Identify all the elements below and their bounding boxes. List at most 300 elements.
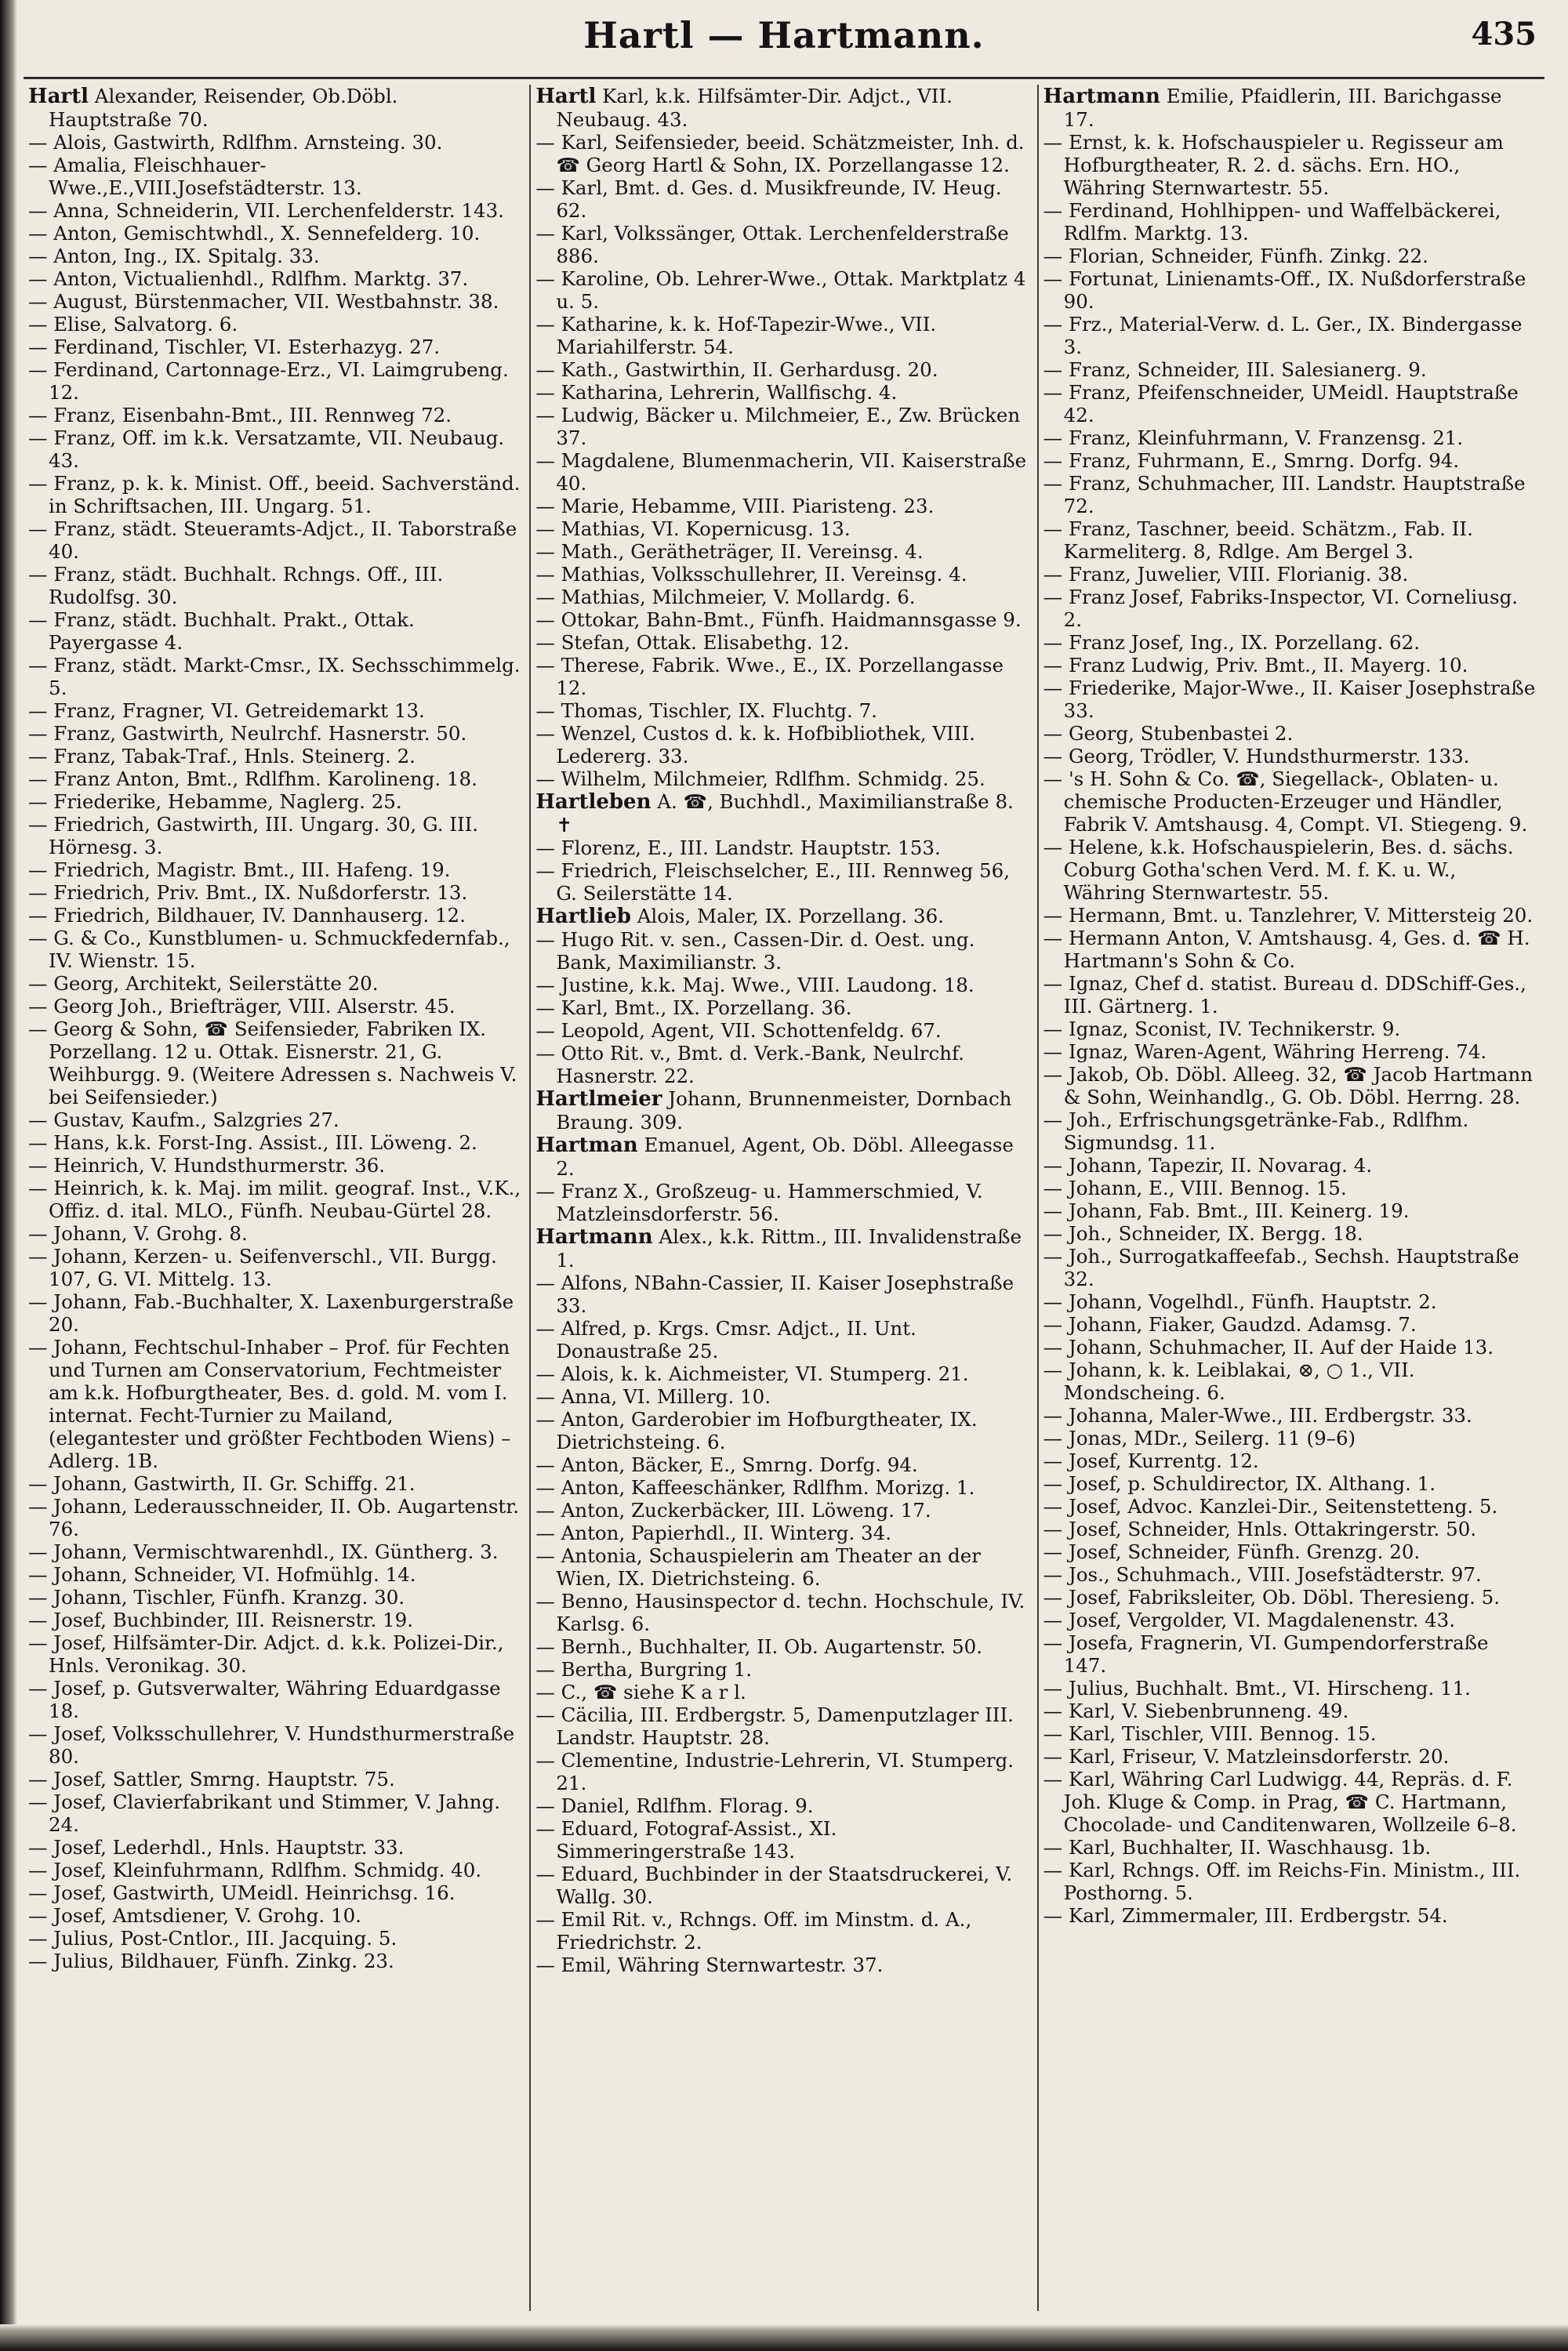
directory-entry: [28, 1154, 521, 1177]
entry-text: — Jonas, MDr., Seilerg. 11 (9–6): [1043, 1427, 1356, 1449]
entry-text: — Hans, k.k. Forst-Ing. Assist., III. Löweng. 2.: [28, 1131, 477, 1154]
directory-entry: [1044, 1518, 1537, 1540]
directory-entry: [535, 404, 1029, 449]
entry-text: — Math., Gerätheträger, II. Vereinsg. 4.: [535, 540, 924, 563]
directory-entry: [535, 1225, 1029, 1272]
directory-entry: [28, 426, 521, 472]
directory-entry: [28, 904, 521, 927]
directory-entry: [28, 245, 521, 267]
entry-text: — Johann, Tischler, Fünfh. Kranzg. 30.: [28, 1586, 405, 1609]
surname-heading: Hartl: [28, 85, 89, 108]
directory-entry: [28, 1018, 521, 1108]
entry-text: — Karl, V. Siebenbrunneng. 49.: [1043, 1700, 1349, 1722]
entry-text: — Franz, städt. Markt-Cmsr., IX. Sechsschimmelg. 5.: [28, 654, 521, 699]
entry-text: — Mathias, Volksschullehrer, II. Vereinsg. 4.: [535, 563, 967, 586]
entry-text: — Friedrich, Fleischselcher, E., III. Rennweg 56, G. Seilerstätte 14.: [535, 859, 1010, 905]
directory-entry: [1044, 1313, 1537, 1336]
surname-heading: Hartmann: [535, 1225, 653, 1249]
entry-text: — Johann, Tapezir, II. Novarag. 4.: [1043, 1154, 1373, 1177]
directory-entry: [1044, 1154, 1537, 1177]
directory-entry: [1044, 381, 1537, 426]
entry-text: — Josef, Volksschullehrer, V. Hundsthurmerstraße 80.: [28, 1722, 515, 1768]
directory-entry: [28, 1586, 521, 1609]
entry-text: — Franz, Juwelier, VIII. Florianig. 38.: [1043, 563, 1409, 586]
entry-text: — Julius, Bildhauer, Fünfh. Zinkg. 23.: [28, 1950, 394, 1972]
entry-text: — Johanna, Maler-Wwe., III. Erdbergstr. 33.: [1043, 1404, 1472, 1427]
entry-text: Karl, k.k. Hilfsämter-Dir. Adjct., VII. Neubaug. 43.: [556, 85, 953, 131]
entry-text: — Franz, Pfeifenschneider, UMeidl. Hauptstraße 42.: [1043, 381, 1519, 426]
directory-entry: [28, 699, 521, 722]
entry-text: — Josef, Fabriksleiter, Ob. Döbl. Theresieng. 5.: [1043, 1586, 1501, 1609]
directory-entry: [28, 858, 521, 881]
entry-text: — Friedrich, Magistr. Bmt., III. Hafeng. 19.: [28, 858, 451, 881]
entry-text: — Georg, Trödler, V. Hundsthurmerstr. 133.: [1043, 745, 1470, 767]
directory-entry: [28, 1495, 521, 1540]
directory-entry: [535, 1794, 1029, 1817]
entry-text: — Johann, Fab. Bmt., III. Keinerg. 19.: [1043, 1199, 1410, 1222]
directory-entry: [28, 1540, 521, 1563]
directory-entry: [535, 495, 1029, 517]
directory-entry: [28, 1790, 521, 1836]
directory-entry: [535, 517, 1029, 540]
directory-entry: [535, 608, 1029, 631]
entry-text: — Alois, k. k. Aichmeister, VI. Stumperg. 21.: [535, 1362, 969, 1385]
directory-entry: [1044, 1836, 1537, 1859]
entry-text: — Franz, Fuhrmann, E., Smrng. Dorfg. 94.: [1043, 449, 1460, 472]
entry-text: — Franz, Schuhmacher, III. Landstr. Hauptstraße 72.: [1043, 472, 1526, 517]
entry-text: — Elise, Salvatorg. 6.: [28, 313, 238, 336]
directory-entry: [1044, 1540, 1537, 1563]
directory-entry: [28, 790, 521, 813]
entry-text: — Josef, Schneider, Hnls. Ottakringerstr. 50.: [1043, 1518, 1477, 1540]
directory-entry: [28, 927, 521, 972]
column-1: [24, 85, 529, 2311]
directory-entry: [1044, 654, 1537, 677]
column-2: [529, 85, 1036, 2311]
entry-text: — Franz, Off. im k.k. Versatzamte, VII. Neubaug. 43.: [28, 426, 505, 472]
directory-entry: [535, 1317, 1029, 1362]
entry-text: — Helene, k.k. Hofschauspielerin, Bes. d. sächs. Coburg Gotha'schen Verd. M. f. K. u. W., Währing Sternwartestr. 55.: [1043, 836, 1514, 904]
entry-text: — Josef, Gastwirth, UMeidl. Heinrichsg. 16.: [28, 1881, 456, 1904]
entry-text: — Franz, Kleinfuhrmann, V. Franzensg. 21.: [1043, 426, 1464, 449]
directory-entry: [1044, 426, 1537, 449]
entry-text: — Franz, p. k. k. Minist. Off., beeid. Sachverständ. in Schriftsachen, III. Ungarg. 51.: [28, 472, 521, 517]
entry-text: — Ferdinand, Tischler, VI. Esterhazyg. 27.: [28, 336, 441, 358]
entry-text: — Cäcilia, III. Erdbergstr. 5, Damenputzlager III. Landstr. Hauptstr. 28.: [535, 1703, 1014, 1749]
entry-text: — Georg, Architekt, Seilerstätte 20.: [28, 972, 379, 995]
directory-entry: [535, 1019, 1029, 1042]
entry-text: — Florenz, E., III. Landstr. Hauptstr. 153.: [535, 836, 941, 859]
directory-entry: [1044, 1722, 1537, 1745]
surname-heading: Hartmann: [1043, 85, 1160, 108]
directory-entry: [28, 1222, 521, 1245]
entry-text: — Friedrich, Gastwirth, III. Ungarg. 30, G. III. Hörnesg. 3.: [28, 813, 479, 858]
entry-text: — Katharine, k. k. Hof-Tapezir-Wwe., VII. Mariahilferstr. 54.: [535, 313, 937, 358]
entry-text: — Joh., Schneider, IX. Bergg. 18.: [1043, 1222, 1363, 1245]
entry-text: — Eduard, Buchbinder in der Staatsdruckerei, V. Wallg. 30.: [535, 1863, 1013, 1908]
directory-entry: [535, 1042, 1029, 1087]
entry-text: — Josef, Sattler, Smrng. Hauptstr. 75.: [28, 1768, 395, 1790]
directory-entry: [1044, 1859, 1537, 1904]
directory-entry: [535, 1272, 1029, 1317]
entry-text: — Franz, Schneider, III. Salesianerg. 9.: [1043, 358, 1427, 381]
entry-text: — Josef, Clavierfabrikant und Stimmer, V. Jahng. 24.: [28, 1790, 501, 1836]
directory-entry: [535, 1385, 1029, 1408]
entry-text: — Anton, Victualienhdl., Rdlfhm. Marktg. 37.: [28, 267, 469, 290]
entry-text: — Georg, Stubenbastei 2.: [1043, 722, 1294, 745]
directory-entry: [535, 767, 1029, 790]
directory-entry: [28, 131, 521, 154]
entry-text: — Jos., Schuhmach., VIII. Josefstädterstr. 97.: [1043, 1563, 1482, 1586]
entry-text: — Joh., Surrogatkaffeefab., Sechsh. Hauptstraße 32.: [1043, 1245, 1519, 1290]
entry-text: — Jakob, Ob. Döbl. Alleeg. 32, ☎ Jacob Hartmann & Sohn, Weinhandlg., G. Ob. Döbl. Herrng. 28.: [1043, 1063, 1534, 1108]
entry-text: — Franz, Tabak-Traf., Hnls. Steinerg. 2.: [28, 745, 416, 767]
entry-text: — Josef, p. Gutsverwalter, Währing Eduardgasse 18.: [28, 1677, 501, 1722]
directory-entry: [28, 313, 521, 336]
entry-text: — Friederike, Major-Wwe., II. Kaiser Josephstraße 33.: [1043, 677, 1536, 722]
entry-text: — Alfons, NBahn-Cassier, II. Kaiser Josephstraße 33.: [535, 1272, 1014, 1317]
directory-entry: [28, 1563, 521, 1586]
entry-text: — Josef, Lederhdl., Hnls. Hauptstr. 33.: [28, 1836, 405, 1859]
entry-text: — Emil Rit. v., Rchngs. Off. im Minstm. d. A., Friedrichstr. 2.: [535, 1908, 972, 1954]
directory-entry: [1044, 836, 1537, 904]
directory-entry: [535, 722, 1029, 767]
entry-text: — Franz, Taschner, beeid. Schätzm., Fab. II. Karmeliterg. 8, Rdlge. Am Bergel 3.: [1043, 517, 1473, 563]
surname-heading: Hartlieb: [535, 905, 631, 928]
directory-entry: [1044, 199, 1537, 245]
entry-text: — Hugo Rit. v. sen., Cassen-Dir. d. Oest. ung. Bank, Maximilianstr. 3.: [535, 928, 975, 974]
directory-entry: [28, 1836, 521, 1859]
directory-entry: [535, 586, 1029, 608]
entry-text: — August, Bürstenmacher, VII. Westbahnstr. 38.: [28, 290, 499, 313]
directory-entry: [1044, 313, 1537, 358]
entry-text: — Anton, Kaffeeschänker, Rdlfhm. Morizg. 1.: [535, 1476, 975, 1499]
entry-text: Emanuel, Agent, Ob. Döbl. Alleegasse 2.: [556, 1134, 1014, 1180]
directory-entry: [535, 699, 1029, 722]
directory-entry: [535, 905, 1029, 928]
entry-text: — Karl, Seifensieder, beeid. Schätzmeister, Inh. d. ☎ Georg Hartl & Sohn, IX. Porzellangasse 12.: [535, 131, 1025, 176]
directory-entry: [1044, 1040, 1537, 1063]
directory-entry: [535, 1749, 1029, 1794]
directory-entry: [28, 995, 521, 1018]
directory-entry: [1044, 722, 1537, 745]
directory-entry: [1044, 1631, 1537, 1677]
entry-text: — Emil, Währing Sternwartestr. 37.: [535, 1954, 884, 1976]
directory-entry: [1044, 586, 1537, 631]
directory-entry: [28, 290, 521, 313]
entry-text: — Antonia, Schauspielerin am Theater an der Wien, IX. Dietrichsteing. 6.: [535, 1544, 981, 1590]
entry-text: — Friedrich, Bildhauer, IV. Dannhauserg. 12.: [28, 904, 466, 927]
entry-text: — Josefa, Fragnerin, VI. Gumpendorferstraße 147.: [1043, 1631, 1489, 1677]
entry-text: — Eduard, Fotograf-Assist., XI. Simmeringerstraße 143.: [535, 1817, 837, 1863]
directory-entry: [1044, 1108, 1537, 1154]
entry-text: — C., ☎ siehe K a r l.: [535, 1681, 746, 1703]
entry-text: — Joh., Erfrischungsgetränke-Fab., Rdlfhm. Sigmundsg. 11.: [1043, 1108, 1469, 1154]
directory-entry: [1044, 1563, 1537, 1586]
directory-entry: [535, 1590, 1029, 1635]
entry-text: — Ottokar, Bahn-Bmt., Fünfh. Haidmannsgasse 9.: [535, 608, 1022, 631]
entry-text: — Hermann, Bmt. u. Tanzlehrer, V. Mittersteig 20.: [1043, 904, 1534, 927]
entry-text: — Alois, Gastwirth, Rdlfhm. Arnsteing. 30.: [28, 131, 443, 154]
directory-entry: [535, 654, 1029, 699]
entry-text: — Johann, Lederausschneider, II. Ob. Augartenstr. 76.: [28, 1495, 520, 1540]
entry-text: — Josef, Advoc. Kanzlei-Dir., Seitenstetteng. 5.: [1043, 1495, 1498, 1518]
entry-text: — G. & Co., Kunstblumen- u. Schmuckfedernfab., IV. Wienstr. 15.: [28, 927, 510, 972]
directory-entry: [28, 517, 521, 563]
entry-text: — Franz Anton, Bmt., Rdlfhm. Karolineng. 18.: [28, 767, 477, 790]
entry-text: — Franz, Gastwirth, Neulrchf. Hasnerstr. 50.: [28, 722, 467, 745]
directory-entry: [1044, 1472, 1537, 1495]
entry-text: — Johann, Kerzen- u. Seifenverschl., VII. Burgg. 107, G. VI. Mittelg. 13.: [28, 1245, 497, 1290]
entry-text: — Ignaz, Chef d. statist. Bureau d. DDSchiff-Ges., III. Gärtnerg. 1.: [1043, 972, 1526, 1018]
entry-text: — Julius, Buchhalt. Bmt., VI. Hirscheng. 11.: [1043, 1677, 1471, 1700]
directory-entry: [28, 767, 521, 790]
entry-text: — Therese, Fabrik. Wwe., E., IX. Porzellangasse 12.: [535, 654, 1004, 699]
directory-entry: [28, 813, 521, 858]
directory-entry: [1044, 745, 1537, 767]
directory-entry: [535, 1658, 1029, 1681]
directory-entry: [1044, 767, 1537, 836]
directory-entry: [535, 267, 1029, 313]
entry-text: — Amalia, Fleischhauer-Wwe.,E.,VIII.Josefstädterstr. 13.: [28, 154, 362, 199]
entry-text: — Mathias, Milchmeier, V. Mollardg. 6.: [535, 586, 916, 608]
directory-entry: [535, 358, 1029, 381]
entry-text: — Anna, VI. Millerg. 10.: [535, 1385, 771, 1408]
directory-entry: [28, 222, 521, 245]
directory-entry: [1044, 1427, 1537, 1449]
entry-text: — Karl, Zimmermaler, III. Erdbergstr. 54.: [1043, 1904, 1448, 1927]
directory-entry: [535, 1499, 1029, 1522]
scan-shadow-left: [0, 0, 17, 2351]
entry-text: — Anton, Zuckerbäcker, III. Löweng. 17.: [535, 1499, 931, 1522]
entry-text: — Johann, Schneider, VI. Hofmühlg. 14.: [28, 1563, 416, 1586]
entry-text: — Franz X., Großzeug- u. Hammerschmied, V. Matzleinsdorferstr. 56.: [535, 1180, 983, 1225]
entry-text: Johann, Brunnenmeister, Dornbach Braung. 309.: [556, 1087, 1012, 1134]
entry-text: Alex., k.k. Rittm., III. Invalidenstraße 1.: [556, 1225, 1022, 1272]
directory-entry: [28, 1859, 521, 1881]
entry-text: — Georg & Sohn, ☎ Seifensieder, Fabriken IX. Porzellang. 12 u. Ottak. Eisnerstr. 21, G. Weihburgg. 9. (Weitere Adressen s. Nachweis V. bei Seifensieder.): [28, 1018, 517, 1108]
entry-text: — Johann, Schuhmacher, II. Auf der Haide 13.: [1043, 1336, 1494, 1359]
entry-text: — Franz, städt. Buchhalt. Prakt., Ottak. Payergasse 4.: [28, 608, 415, 654]
directory-entry: [1044, 1063, 1537, 1108]
directory-entry: [535, 85, 1029, 131]
directory-entry: [28, 1131, 521, 1154]
entry-text: — Karl, Bmt. d. Ges. d. Musikfreunde, IV. Heug. 62.: [535, 176, 1002, 222]
directory-entry: [535, 859, 1029, 905]
directory-entry: [535, 1681, 1029, 1703]
page-title: Hartl — Hartmann.: [583, 14, 985, 56]
directory-entry: [535, 928, 1029, 974]
entry-text: — Ferdinand, Hohlhippen- und Waffelbäckerei, Rdlfm. Marktg. 13.: [1043, 199, 1501, 245]
directory-entry: [1044, 1449, 1537, 1472]
directory-entry: [535, 1703, 1029, 1749]
directory-entry: [1044, 245, 1537, 267]
entry-text: — Hermann Anton, V. Amtshausg. 4, Ges. d. ☎ H. Hartmann's Sohn & Co.: [1043, 927, 1530, 972]
entry-text: — Johann, Fiaker, Gaudzd. Adamsg. 7.: [1043, 1313, 1417, 1336]
directory-entry: [1044, 972, 1537, 1018]
column-3: [1037, 85, 1544, 2311]
entry-text: — Franz Josef, Ing., IX. Porzellang. 62.: [1043, 631, 1420, 654]
surname-heading: Hartlmeier: [535, 1087, 662, 1111]
entry-text: — Stefan, Ottak. Elisabethg. 12.: [535, 631, 850, 654]
directory-entry: [28, 404, 521, 426]
entry-text: — Friederike, Hebamme, Naglerg. 25.: [28, 790, 402, 813]
entry-text: — Johann, Fab.-Buchhalter, X. Laxenburgerstraße 20.: [28, 1290, 514, 1336]
entry-text: — Johann, k. k. Leiblakai, ⊗, ○ 1., VII. Mondscheing. 6.: [1043, 1359, 1415, 1404]
entry-text: — Ludwig, Bäcker u. Milchmeier, E., Zw. Brücken 37.: [535, 404, 1021, 449]
entry-text: — Anton, Bäcker, E., Smrng. Dorfg. 94.: [535, 1453, 918, 1476]
entry-text: — Friedrich, Priv. Bmt., IX. Nußdorferstr. 13.: [28, 881, 468, 904]
directory-entry: [1044, 472, 1537, 517]
entry-text: — Karl, Buchhalter, II. Waschhausg. 1b.: [1043, 1836, 1432, 1859]
directory-entry: [535, 381, 1029, 404]
entry-text: — Franz, Fragner, VI. Getreidemarkt 13.: [28, 699, 425, 722]
directory-entry: [28, 1881, 521, 1904]
directory-entry: [28, 1177, 521, 1222]
surname-heading: Hartleben: [535, 790, 652, 814]
directory-entry: [535, 1635, 1029, 1658]
directory-entry: [535, 1453, 1029, 1476]
entry-text: — Heinrich, V. Hundsthurmerstr. 36.: [28, 1154, 386, 1177]
directory-entry: [1044, 563, 1537, 586]
directory-entry: [28, 1245, 521, 1290]
entry-text: — Mathias, VI. Kopernicusg. 13.: [535, 517, 851, 540]
directory-entry: [28, 358, 521, 404]
entry-text: — Magdalene, Blumenmacherin, VII. Kaiserstraße 40.: [535, 449, 1027, 495]
entry-text: — Frz., Material-Verw. d. L. Ger., IX. Bindergasse 3.: [1043, 313, 1523, 358]
entry-text: — Otto Rit. v., Bmt. d. Verk.-Bank, Neulrchf. Hasnerstr. 22.: [535, 1042, 964, 1087]
directory-entry: [28, 654, 521, 699]
directory-entry: [28, 1336, 521, 1472]
entry-text: A. ☎, Buchhdl., Maximilianstraße 8. ✝: [556, 790, 1014, 836]
directory-entry: [535, 540, 1029, 563]
directory-entry: [1044, 1245, 1537, 1290]
directory-entry: [1044, 1904, 1537, 1927]
directory-entry: [28, 1631, 521, 1677]
directory-entry: [1044, 1677, 1537, 1700]
directory-entry: [28, 85, 521, 131]
entry-text: Alois, Maler, IX. Porzellang. 36.: [630, 905, 944, 927]
entry-text: — Gustav, Kaufm., Salzgries 27.: [28, 1108, 339, 1131]
directory-entry: [535, 1408, 1029, 1453]
directory-entry: [1044, 449, 1537, 472]
directory-entry: [1044, 1177, 1537, 1199]
entry-text: — Anton, Garderobier im Hofburgtheater, IX. Dietrichsteing. 6.: [535, 1408, 978, 1453]
directory-entry: [28, 745, 521, 767]
entry-text: — Karl, Währing Carl Ludwigg. 44, Repräs. d. F. Joh. Kluge & Comp. in Prag, ☎ C. Hartmann, Chocolade- und Canditenwaren, Wollzeile 6–8.: [1043, 1768, 1517, 1836]
entry-text: — Josef, Amtsdiener, V. Grohg. 10.: [28, 1904, 361, 1927]
directory-entry: [28, 881, 521, 904]
entry-text: — Alfred, p. Krgs. Cmsr. Adjct., II. Unt. Donaustraße 25.: [535, 1317, 916, 1362]
directory-entry: [535, 1954, 1029, 1976]
entry-text: — Leopold, Agent, VII. Schottenfeldg. 67.: [535, 1019, 942, 1042]
directory-entry: [28, 1472, 521, 1495]
entry-text: — Heinrich, k. k. Maj. im milit. geograf. Inst., V.K., Offiz. d. ital. MLO., Fünfh. Neubau-Gürtel 28.: [28, 1177, 521, 1222]
directory-entry: [535, 1908, 1029, 1954]
page-header: [24, 11, 1544, 66]
directory-entry: [535, 313, 1029, 358]
entry-text: — Bertha, Burgring 1.: [535, 1658, 752, 1681]
directory-entry: [1044, 1495, 1537, 1518]
entry-text: — Bernh., Buchhalter, II. Ob. Augartenstr. 50.: [535, 1635, 983, 1658]
entry-text: — Josef, Buchbinder, III. Reisnerstr. 19.: [28, 1609, 413, 1631]
entry-text: — 's H. Sohn & Co. ☎, Siegellack-, Oblaten- u. chemische Producten-Erzeuger und Händler, Fabrik V. Amtshausg. 4, Compt. VI. Stiegeng. 9.: [1043, 767, 1528, 836]
directory-entry: [1044, 131, 1537, 199]
entry-text: — Kath., Gastwirthin, II. Gerhardusg. 20.: [535, 358, 938, 381]
directory-entry: [1044, 677, 1537, 722]
directory-entry: [535, 836, 1029, 859]
entry-text: — Karoline, Ob. Lehrer-Wwe., Ottak. Marktplatz 4 u. 5.: [535, 267, 1026, 313]
directory-entry: [1044, 1336, 1537, 1359]
directory-entry: [1044, 631, 1537, 654]
entry-text: Emilie, Pfaidlerin, III. Barichgasse 17.: [1063, 85, 1502, 131]
directory-entry: [535, 563, 1029, 586]
entry-text: — Ernst, k. k. Hofschauspieler u. Regisseur am Hofburgtheater, R. 2. d. sächs. Ern. HO., Währing Sternwartestr. 55.: [1043, 131, 1504, 199]
directory-columns: [24, 85, 1544, 2311]
entry-text: Alexander, Reisender, Ob.Döbl. Hauptstraße 70.: [49, 85, 398, 131]
directory-entry: [28, 608, 521, 654]
directory-entry: [1044, 1018, 1537, 1040]
directory-entry: [535, 1476, 1029, 1499]
entry-text: — Florian, Schneider, Fünfh. Zinkg. 22.: [1043, 245, 1428, 267]
directory-entry: [535, 131, 1029, 176]
directory-entry: [535, 790, 1029, 836]
entry-text: — Daniel, Rdlfhm. Florag. 9.: [535, 1794, 814, 1817]
directory-entry: [535, 1522, 1029, 1544]
directory-entry: [28, 1677, 521, 1722]
directory-entry: [1044, 1700, 1537, 1722]
directory-entry: [1044, 927, 1537, 972]
directory-entry: [1044, 517, 1537, 563]
directory-entry: [28, 1768, 521, 1790]
entry-text: — Karl, Tischler, VIII. Bennog. 15.: [1043, 1722, 1377, 1745]
directory-entry: [535, 176, 1029, 222]
entry-text: — Josef, Kurrentg. 12.: [1043, 1449, 1259, 1472]
directory-entry: [1044, 1586, 1537, 1609]
directory-entry: [28, 1609, 521, 1631]
entry-text: — Johann, E., VIII. Bennog. 15.: [1043, 1177, 1347, 1199]
directory-entry: [1044, 85, 1537, 131]
entry-text: — Franz, städt. Buchhalt. Rchngs. Off., III. Rudolfsg. 30.: [28, 563, 444, 608]
directory-entry: [535, 449, 1029, 495]
directory-entry: [1044, 267, 1537, 313]
directory-entry: [535, 631, 1029, 654]
entry-text: — Karl, Friseur, V. Matzleinsdorferstr. 20.: [1043, 1745, 1450, 1768]
entry-text: — Ignaz, Waren-Agent, Währing Herreng. 74.: [1043, 1040, 1487, 1063]
entry-text: — Marie, Hebamme, VIII. Piaristeng. 23.: [535, 495, 935, 517]
entry-text: — Georg Joh., Briefträger, VIII. Alserstr. 45.: [28, 995, 456, 1018]
directory-entry: [535, 1134, 1029, 1180]
entry-text: — Franz, städt. Steueramts-Adjct., II. Taborstraße 40.: [28, 517, 517, 563]
directory-entry: [535, 1180, 1029, 1225]
directory-entry: [28, 267, 521, 290]
directory-entry: [1044, 1404, 1537, 1427]
directory-entry: [1044, 1290, 1537, 1313]
directory-entry: [28, 199, 521, 222]
directory-entry: [1044, 1768, 1537, 1836]
surname-heading: Hartman: [535, 1134, 638, 1157]
entry-text: — Karl, Rchngs. Off. im Reichs-Fin. Ministm., III. Posthorng. 5.: [1043, 1859, 1521, 1904]
directory-entry: [28, 1290, 521, 1336]
directory-entry: [535, 1362, 1029, 1385]
header-rule: [24, 77, 1544, 79]
entry-text: — Ignaz, Sconist, IV. Technikerstr. 9.: [1043, 1018, 1401, 1040]
directory-entry: [28, 1927, 521, 1950]
entry-text: — Johann, Vogelhdl., Fünfh. Hauptstr. 2.: [1043, 1290, 1437, 1313]
entry-text: — Karl, Volkssänger, Ottak. Lerchenfelderstraße 886.: [535, 222, 1009, 267]
entry-text: — Ferdinand, Cartonnage-Erz., VI. Laimgrubeng. 12.: [28, 358, 509, 404]
entry-text: — Anton, Gemischtwhdl., X. Sennefelderg. 10.: [28, 222, 481, 245]
